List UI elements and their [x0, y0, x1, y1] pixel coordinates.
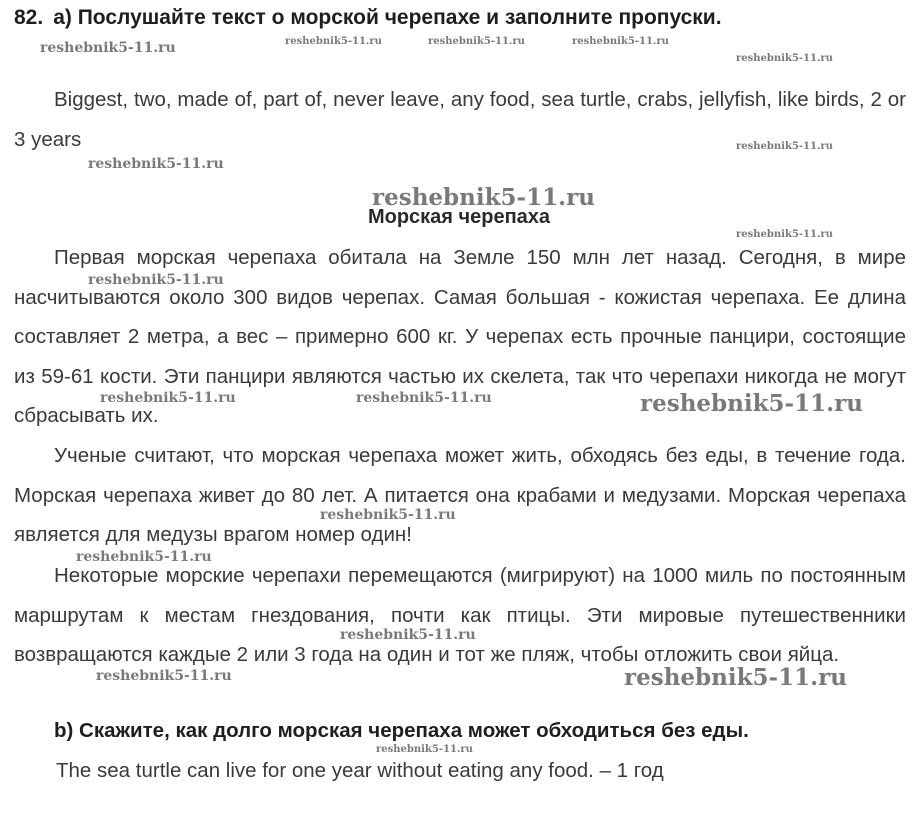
task-b-answer: The sea turtle can live for one year without eating any food. – 1 год	[56, 759, 664, 782]
watermark: reshebnik5-11.ru	[736, 229, 833, 240]
story-paragraph-3: Некоторые морские черепахи перемещаются (мигрируют) на 1000 миль по постоянным маршрутам к местам гнездования, почти как птицы. Эти мировые путешественники возвращаются каждые 2 или 3 года на один и тот же пляж, чтобы отложить свои яйца.	[14, 564, 906, 666]
watermark: reshebnik5-11.ru	[96, 668, 232, 684]
watermark: reshebnik5-11.ru	[340, 627, 476, 643]
word-bank: Biggest, two, made of, part of, never leave, any food, sea turtle, crabs, jellyfish, like birds, 2 or 3 years	[14, 88, 906, 151]
story-paragraph-1: Первая морская черепаха обитала на Земле 150 млн лет назад. Сегодня, в мире насчитываются около 300 видов черепах. Самая большая - кожистая черепаха. Ее длина составляет 2 метра, а вес – примерно 600 кг. У черепах есть прочные панцири, состоящие из 59-61 кости. Эти панцири являются частью их скелета, так что черепахи никогда не могут сбрасывать их.	[14, 246, 906, 427]
exercise-heading	[14, 6, 722, 30]
watermark: reshebnik5-11.ru	[285, 36, 382, 47]
watermark: reshebnik5-11.ru	[88, 272, 224, 288]
watermark: reshebnik5-11.ru	[356, 390, 492, 406]
watermark: reshebnik5-11.ru	[40, 40, 176, 56]
watermark: reshebnik5-11.ru	[376, 744, 473, 755]
story-title: Морская черепаха	[367, 206, 551, 228]
task-b-question: b) Скажите, как долго морская черепаха может обходиться без еды.	[54, 719, 749, 742]
watermark: reshebnik5-11.ru	[320, 507, 456, 523]
watermark: reshebnik5-11.ru	[88, 156, 224, 172]
watermark: reshebnik5-11.ru	[736, 53, 833, 64]
exercise-number: 82.	[14, 6, 44, 29]
watermark: reshebnik5-11.ru	[640, 390, 863, 417]
task-a-instruction: a) Послушайте текст о морской черепахе и заполните пропуски.	[53, 6, 722, 29]
watermark: reshebnik5-11.ru	[624, 664, 847, 691]
watermark: reshebnik5-11.ru	[76, 549, 212, 565]
watermark: reshebnik5-11.ru	[428, 36, 525, 47]
watermark: reshebnik5-11.ru	[372, 184, 595, 211]
watermark: reshebnik5-11.ru	[736, 141, 833, 152]
story-paragraph-2: Ученые считают, что морская черепаха может жить, обходясь без еды, в течение года. Морская черепаха живет до 80 лет. А питается она крабами и медузами. Морская черепаха является для медузы врагом номер один!	[14, 444, 906, 546]
watermark: reshebnik5-11.ru	[100, 390, 236, 406]
watermark: reshebnik5-11.ru	[572, 36, 669, 47]
